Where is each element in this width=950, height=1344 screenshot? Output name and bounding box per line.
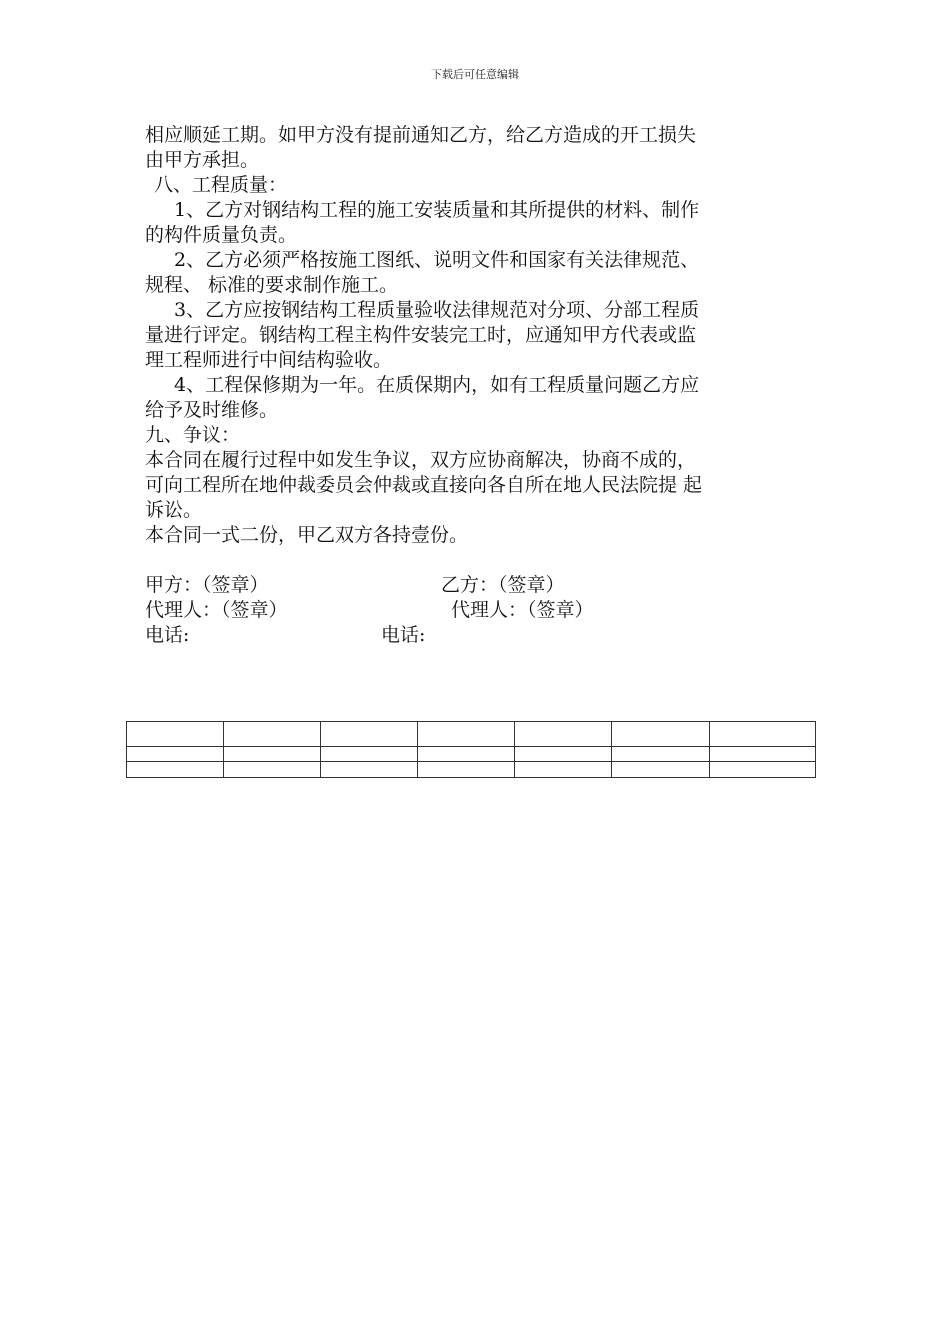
paragraph-line: 本合同一式二份，甲乙双方各持壹份。 [145,524,469,546]
paragraph-line: 的构件质量负责。 [145,224,298,246]
table-cell [127,722,224,747]
clause-1: 1、乙方对钢结构工程的施工安装质量和其所提供的材料、制作 [174,199,700,221]
table-cell [515,722,612,747]
table-cell [127,747,224,762]
table-cell [612,722,710,747]
table-row [127,722,816,747]
agent-b-signature: 代理人：（签章） [451,599,594,621]
paragraph-line: 规程、 标准的要求制作施工。 [145,274,399,296]
signature-row-party [145,573,815,598]
table-row [127,747,816,762]
section-heading-dispute: 九、争议： [145,424,241,446]
empty-table [126,721,816,778]
table-cell [418,747,515,762]
table-cell [418,762,515,778]
clause-3: 3、乙方应按钢结构工程质量验收法律规范对分项、分部工程质 [174,299,700,321]
table-cell [710,762,816,778]
table-cell [710,747,816,762]
paragraph-line: 本合同在履行过程中如发生争议，双方应协商解决，协商不成的， [145,449,697,471]
paragraph-line: 量进行评定。钢结构工程主构件安装完工时，应通知甲方代表或监 [145,324,697,346]
paragraph-line: 可向工程所在地仲裁委员会仲裁或直接向各自所在地人民法院提 起 [145,474,703,496]
party-b-signature: 乙方：（签章） [441,574,565,596]
table-row [127,762,816,778]
table-cell [612,762,710,778]
table-cell [418,722,515,747]
table-cell [321,747,418,762]
table-cell [612,747,710,762]
paragraph-line: 由甲方承担。 [145,149,260,171]
table-cell [127,762,224,778]
table-cell [515,747,612,762]
clause-4: 4、工程保修期为一年。在质保期内，如有工程质量问题乙方应 [174,374,700,396]
table-cell [515,762,612,778]
phone-a-label: 电话: [145,624,190,646]
clause-2: 2、乙方必须严格按施工图纸、说明文件和国家有关法律规范、 [174,249,700,271]
spacer [145,548,815,573]
table-cell [321,722,418,747]
paragraph-line: 诉讼。 [145,499,203,521]
table-cell [224,722,321,747]
page-header: 下载后可任意编辑 [431,68,519,81]
paragraph-line: 相应顺延工期。如甲方没有提前通知乙方，给乙方造成的开工损失 [145,124,697,146]
empty-table-wrapper [126,721,815,778]
table-cell [710,722,816,747]
section-heading-quality: 八、工程质量： [154,174,288,196]
signature-row-agent [145,598,815,623]
party-a-signature: 甲方：（签章） [145,574,269,596]
agent-a-signature: 代理人：（签章） [145,599,288,621]
phone-b-label: 电话: [381,624,426,646]
table-cell [224,762,321,778]
table-cell [321,762,418,778]
contract-body [145,123,815,648]
paragraph-line: 给予及时维修。 [145,399,279,421]
paragraph-line: 理工程师进行中间结构验收。 [145,349,393,371]
signature-row-phone [145,623,815,648]
table-cell [224,747,321,762]
